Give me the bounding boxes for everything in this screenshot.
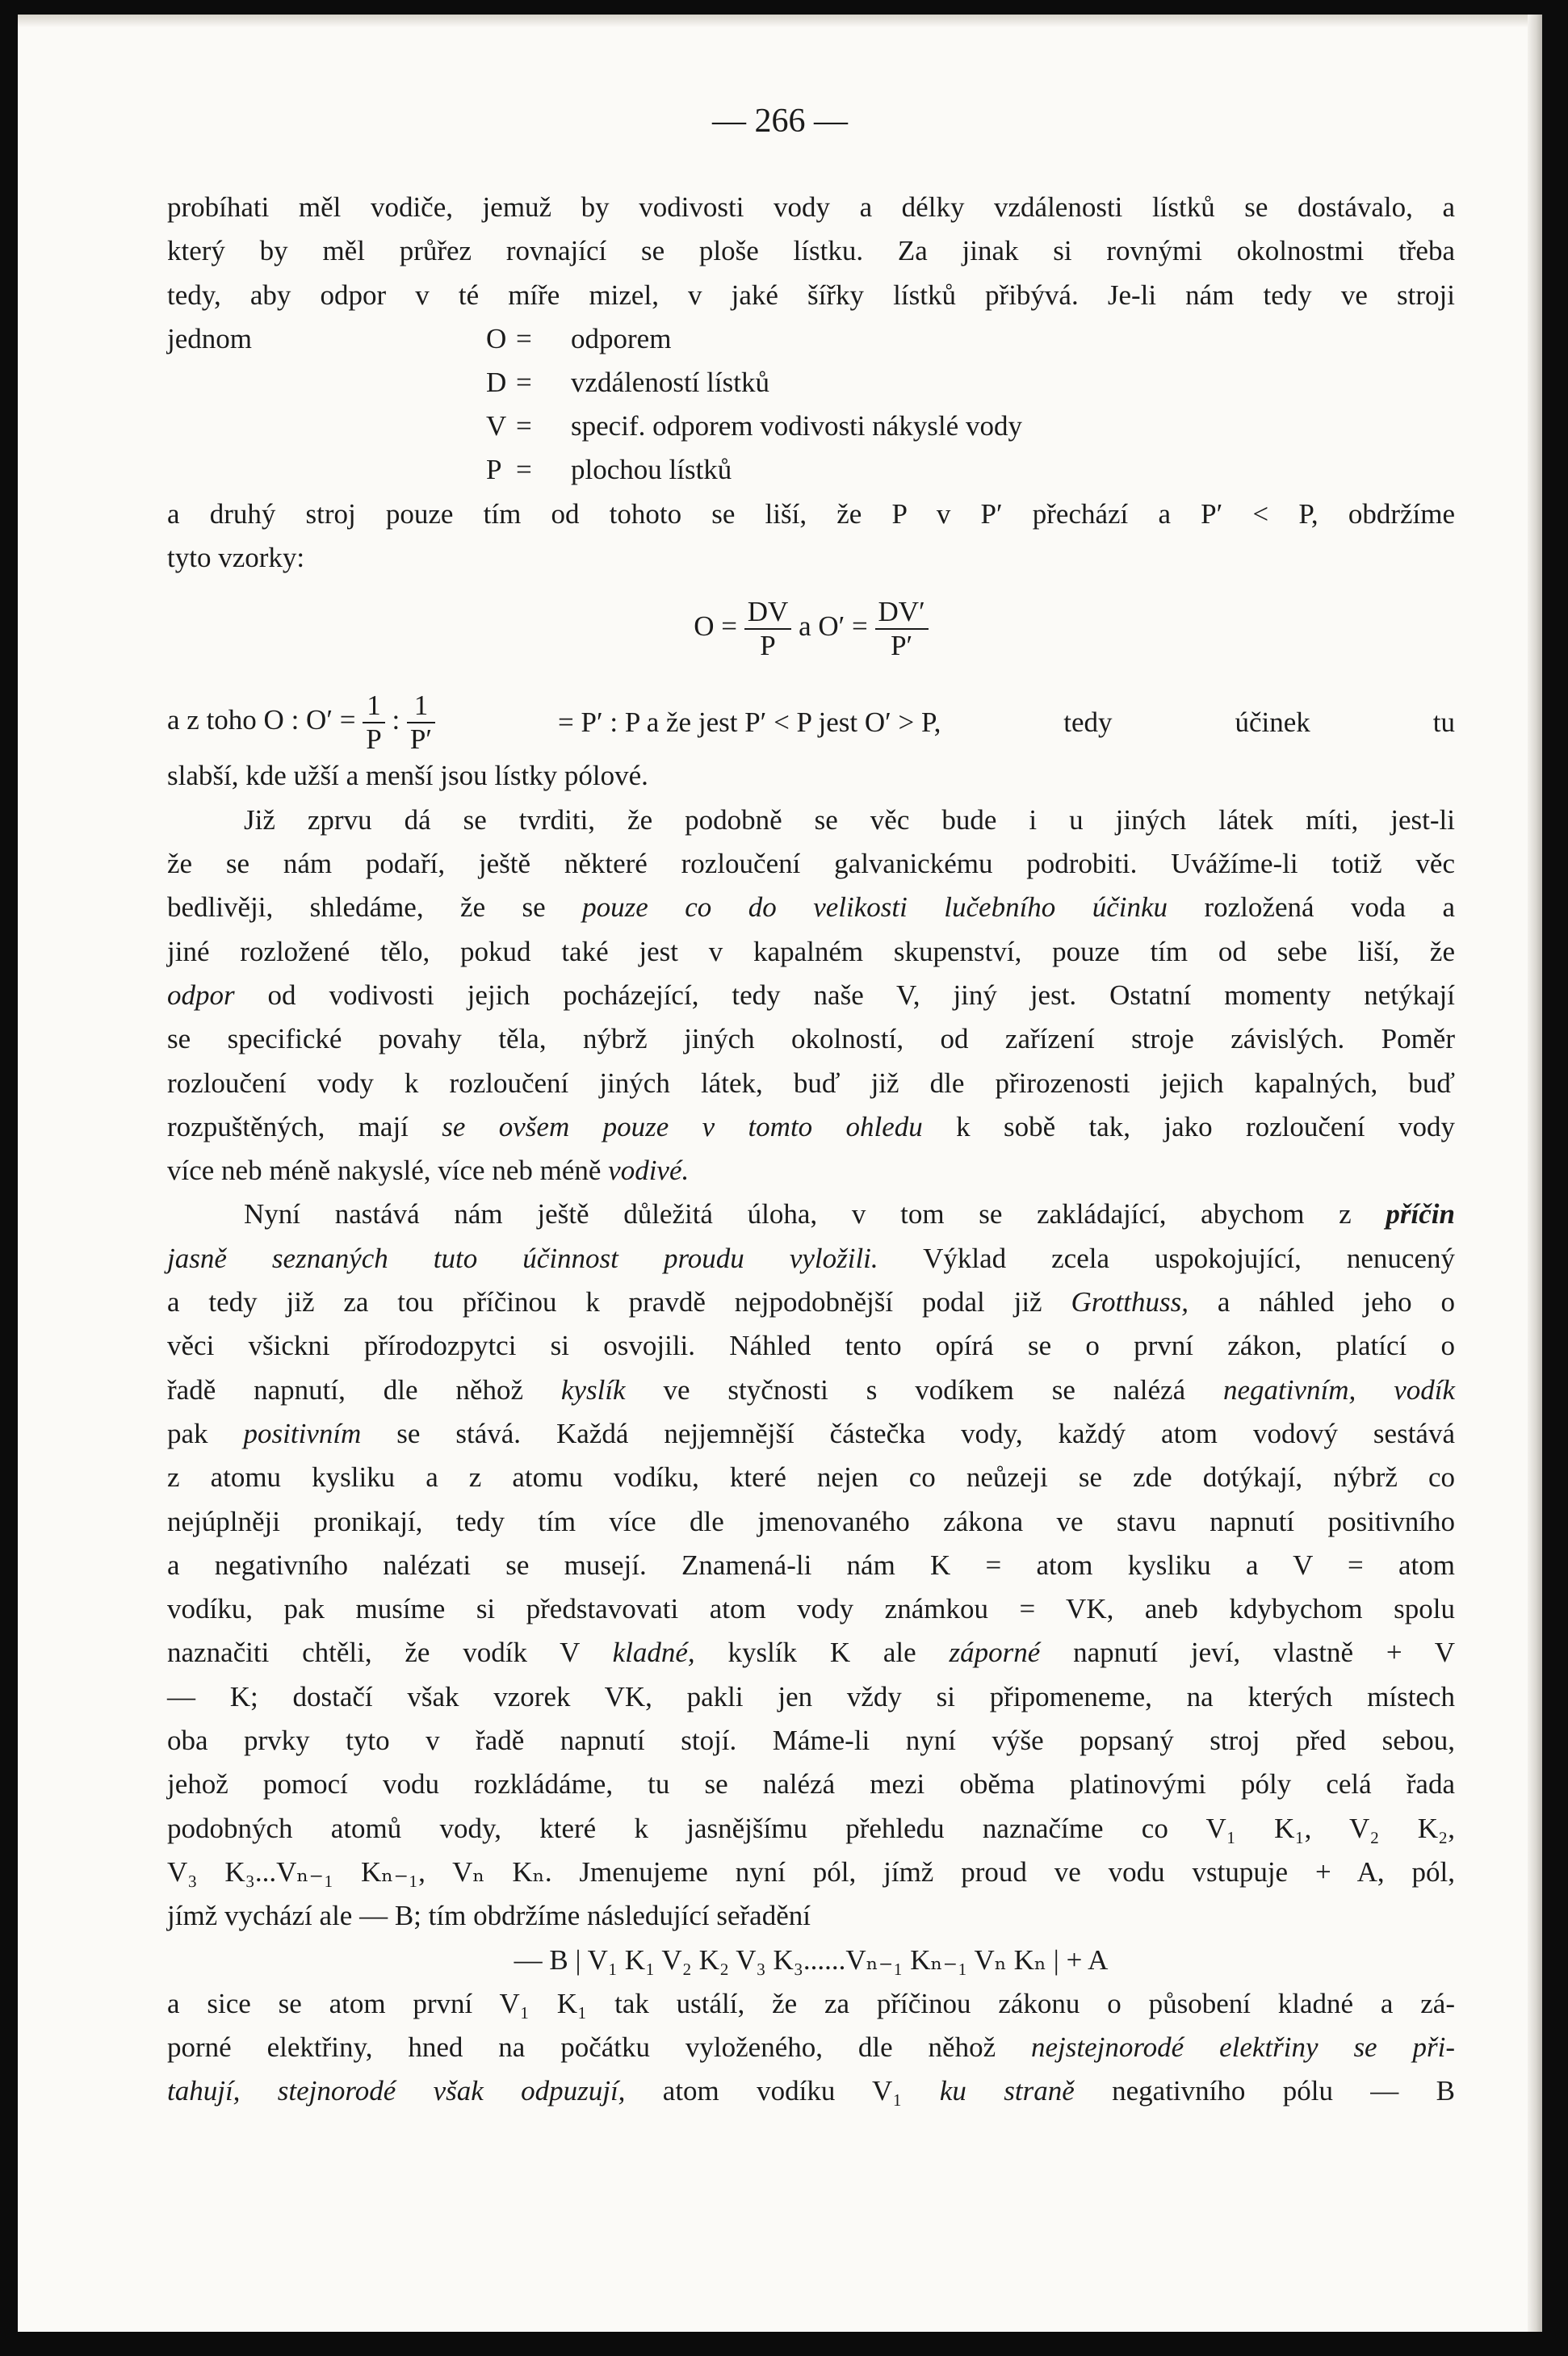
text-line: vodíku, pak musíme si představovati atom vody známkou = VK, aneb kdybychom spolu: [167, 1593, 1455, 1625]
italic-phrase: vodík: [1394, 1373, 1455, 1406]
fraction: [363, 690, 384, 756]
formula-lhs: O =: [694, 610, 737, 643]
formula-resistance: [167, 580, 1455, 675]
ratio-colon: :: [392, 704, 400, 736]
text-line: oba prvky tyto v řadě napnutí stojí. Máme-li nyní výše popsaný stroj před sebou,: [167, 1725, 1455, 1757]
text-line: tyto vzorky:: [167, 542, 305, 574]
ratio-tail: = P′ : P a že jest P′ < P jest O′ > P,: [557, 706, 941, 739]
ratio-tail: účinek: [1235, 706, 1310, 739]
ratio-lead-group: [167, 690, 435, 756]
definition-symbol: D: [486, 366, 507, 398]
text-line: pak positivním se stává. Každá nejjemnější částečka vody, každý atom vodový sestává: [167, 1417, 1455, 1449]
text-line: naznačiti chtěli, že vodík V kladné, kyslík K ale záporné napnutí jeví, vlastně + V: [167, 1637, 1456, 1669]
text-line: a sice se atom první V₁ K₁ tak ustálí, že za příčinou zákonu o působení kladné a zá-: [167, 1987, 1455, 2019]
text-line: jiné rozložené tělo, pokud také jest v kapalném skupenství, pouze tím od sebe liší, že: [167, 935, 1455, 967]
formula-mid: a O′ =: [799, 610, 868, 643]
italic-phrase: se ovšem pouze v tomto ohledu: [442, 1110, 923, 1142]
fraction-numerator: DV: [744, 596, 792, 630]
italic-phrase: odpor: [167, 979, 235, 1011]
text-line: odpor od vodivosti jejich pocházející, tedy naše V, jiný jest. Ostatní momenty netýkají: [167, 979, 1455, 1011]
fraction: [407, 690, 435, 756]
text-line: a druhý stroj pouze tím od tohoto se liší, že P v P′ přechází a P′ < P, obdržíme: [167, 497, 1455, 530]
text-line: se specifické povahy těla, nýbrž jiných okolností, od zařízení stroje závislých. Poměr: [167, 1023, 1455, 1055]
text-line: tahují, stejnorodé však odpuzují, atom vodíku V₁ ku straně negativního pólu — B: [167, 2075, 1455, 2107]
italic-phrase: negativním,: [1223, 1373, 1356, 1406]
fraction-denominator: P′: [891, 630, 913, 662]
italic-phrase: kyslík: [560, 1373, 626, 1406]
fraction-denominator: P: [760, 630, 776, 662]
definition-text: odporem: [571, 322, 672, 354]
text-line: rozloučení vody k rozloučení jiných látek, buď již dle přirozenosti jejich kapalných, buď: [167, 1067, 1455, 1099]
italic-phrase: vodivé.: [608, 1155, 690, 1187]
italic-phrase: kladné,: [612, 1637, 695, 1669]
italic-phrase: pouze co do velikosti lučebního účinku: [582, 891, 1168, 924]
author-name: Grotthuss,: [1071, 1286, 1189, 1318]
fraction-numerator: 1: [363, 690, 384, 723]
text-line: V₃ K₃...Vₙ₋₁ Kₙ₋₁, Vₙ Kₙ. Jmenujeme nyní pól, jímž proud ve vodu vstupuje + A, pól,: [167, 1855, 1455, 1888]
text-line: jasně seznaných tuto účinnost proudu vyložili. Výklad zcela uspokojující, nenucený: [167, 1242, 1456, 1274]
italic-phrase: nejstejnorodé elektřiny se při-: [1031, 2031, 1455, 2064]
text-line: rozpuštěných, mají se ovšem pouze v tomto ohledu k sobě tak, jako rozloučení vody: [167, 1110, 1456, 1142]
definition-lead: jednom: [167, 322, 252, 354]
fraction-numerator: DV′: [875, 596, 929, 630]
text-line: nejúplněji pronikají, tedy tím více dle jmenovaného zákona ve stavu napnutí positivního: [167, 1505, 1455, 1537]
text-line: slabší, kde užší a menší jsou lístky pólové.: [167, 760, 648, 792]
ratio-tail: tu: [1432, 706, 1455, 739]
italic-phrase: příčin: [1386, 1198, 1455, 1230]
text-line: bedlivěji, shledáme, že se pouze co do velikosti lučebního účinku rozložená voda a: [167, 891, 1455, 924]
definition-equals: =: [516, 453, 532, 485]
italic-phrase: tahují, stejnorodé však odpuzují,: [167, 2075, 626, 2107]
atom-chain-formula: — B | V₁ K₁ V₂ K₂ V₃ K₃......Vₙ₋₁ Kₙ₋₁ Vₙ Kₙ | + A: [514, 1943, 1109, 1976]
formula-ratio: [167, 675, 1455, 754]
fraction-denominator: P: [366, 723, 382, 756]
definition-equals: =: [516, 322, 532, 354]
text-line: který by měl průřez rovnající se ploše lístku. Za jinak si rovnými okolnostmi třeba: [167, 235, 1455, 267]
italic-phrase: jasně seznaných tuto účinnost proudu vyložili.: [167, 1242, 878, 1274]
text-line: podobných atomů vody, které k jasnějšímu přehledu naznačíme co V₁ K₁, V₂ K₂,: [167, 1812, 1455, 1844]
definition-symbol: P: [486, 453, 502, 485]
fraction: [875, 596, 929, 662]
italic-phrase: positivním: [243, 1417, 362, 1449]
fraction-denominator: P′: [409, 723, 433, 756]
binding-edge: [1528, 15, 1542, 2332]
definition-symbol: V: [486, 409, 507, 442]
text-line: probíhati měl vodiče, jemuž by vodivosti vody a délky vzdálenosti lístků se dostávalo, a: [167, 191, 1455, 223]
ratio-tail: tedy: [1063, 706, 1113, 739]
page-top-edge: [18, 15, 1542, 27]
text-line: a negativního nalézati se musejí. Znamená-li nám K = atom kysliku a V = atom: [167, 1549, 1455, 1581]
text-line: z atomu kysliku a z atomu vodíku, které nejen co neůzeji se zde dotýkají, nýbrž co: [167, 1461, 1455, 1494]
text-line: porné elektřiny, hned na počátku vyloženého, dle něhož nejstejnorodé elektřiny se při-: [167, 2031, 1455, 2064]
definition-text: specif. odporem vodivosti nákyslé vody: [571, 409, 1022, 442]
ratio-lead: a z toho O : O′ =: [167, 704, 356, 736]
body-text: [167, 186, 1455, 2114]
text-line: tedy, aby odpor v té míře mizel, v jaké šířky lístků přibývá. Je-li nám tedy ve stroji: [167, 279, 1455, 311]
text-line: jehož pomocí vodu rozkládáme, tu se nalézá mezi oběma platinovými póly celá řada: [167, 1768, 1455, 1801]
text-line: více neb méně nakyslé, více neb méně vodivé.: [167, 1155, 690, 1187]
text-line: Nyní nastává nám ještě důležitá úloha, v tom se zakládající, abychom z příčin: [244, 1198, 1455, 1230]
definition-text: vzdáleností lístků: [571, 366, 769, 398]
fraction: [744, 596, 792, 662]
text-line: věci všickni přírodozpytci si osvojili. Náhled tento opírá se o první zákon, platící o: [167, 1330, 1455, 1362]
text-line: a tedy již za tou příčinou k pravdě nejpodobnější podal již Grotthuss, a náhled jeho o: [167, 1286, 1455, 1318]
text-line: jímž vychází ale — B; tím obdržíme následující seřadění: [167, 1900, 811, 1932]
scanned-page: [18, 15, 1542, 2332]
definition-equals: =: [516, 409, 532, 442]
text-line: že se nám podaří, ještě některé rozloučení galvanickému podrobiti. Uvážíme-li totiž věc: [167, 848, 1455, 880]
definition-symbol: O: [486, 322, 507, 354]
text-line: Již zprvu dá se tvrditi, že podobně se věc bude i u jiných látek míti, jest-li: [244, 803, 1455, 836]
definition-equals: =: [516, 366, 532, 398]
definition-list: [167, 317, 1455, 493]
italic-phrase: záporné: [949, 1637, 1041, 1669]
fraction-numerator: 1: [407, 690, 435, 723]
text-line: — K; dostačí však vzorek VK, pakli jen vždy si připomeneme, na kterých místech: [167, 1680, 1455, 1713]
page-number: — 266 —: [712, 103, 848, 140]
italic-phrase: ku straně: [939, 2075, 1075, 2107]
text-line: řadě napnutí, dle něhož kyslík ve styčnosti s vodíkem se nalézá negativním, vodík: [167, 1373, 1455, 1406]
definition-text: plochou lístků: [571, 453, 732, 485]
